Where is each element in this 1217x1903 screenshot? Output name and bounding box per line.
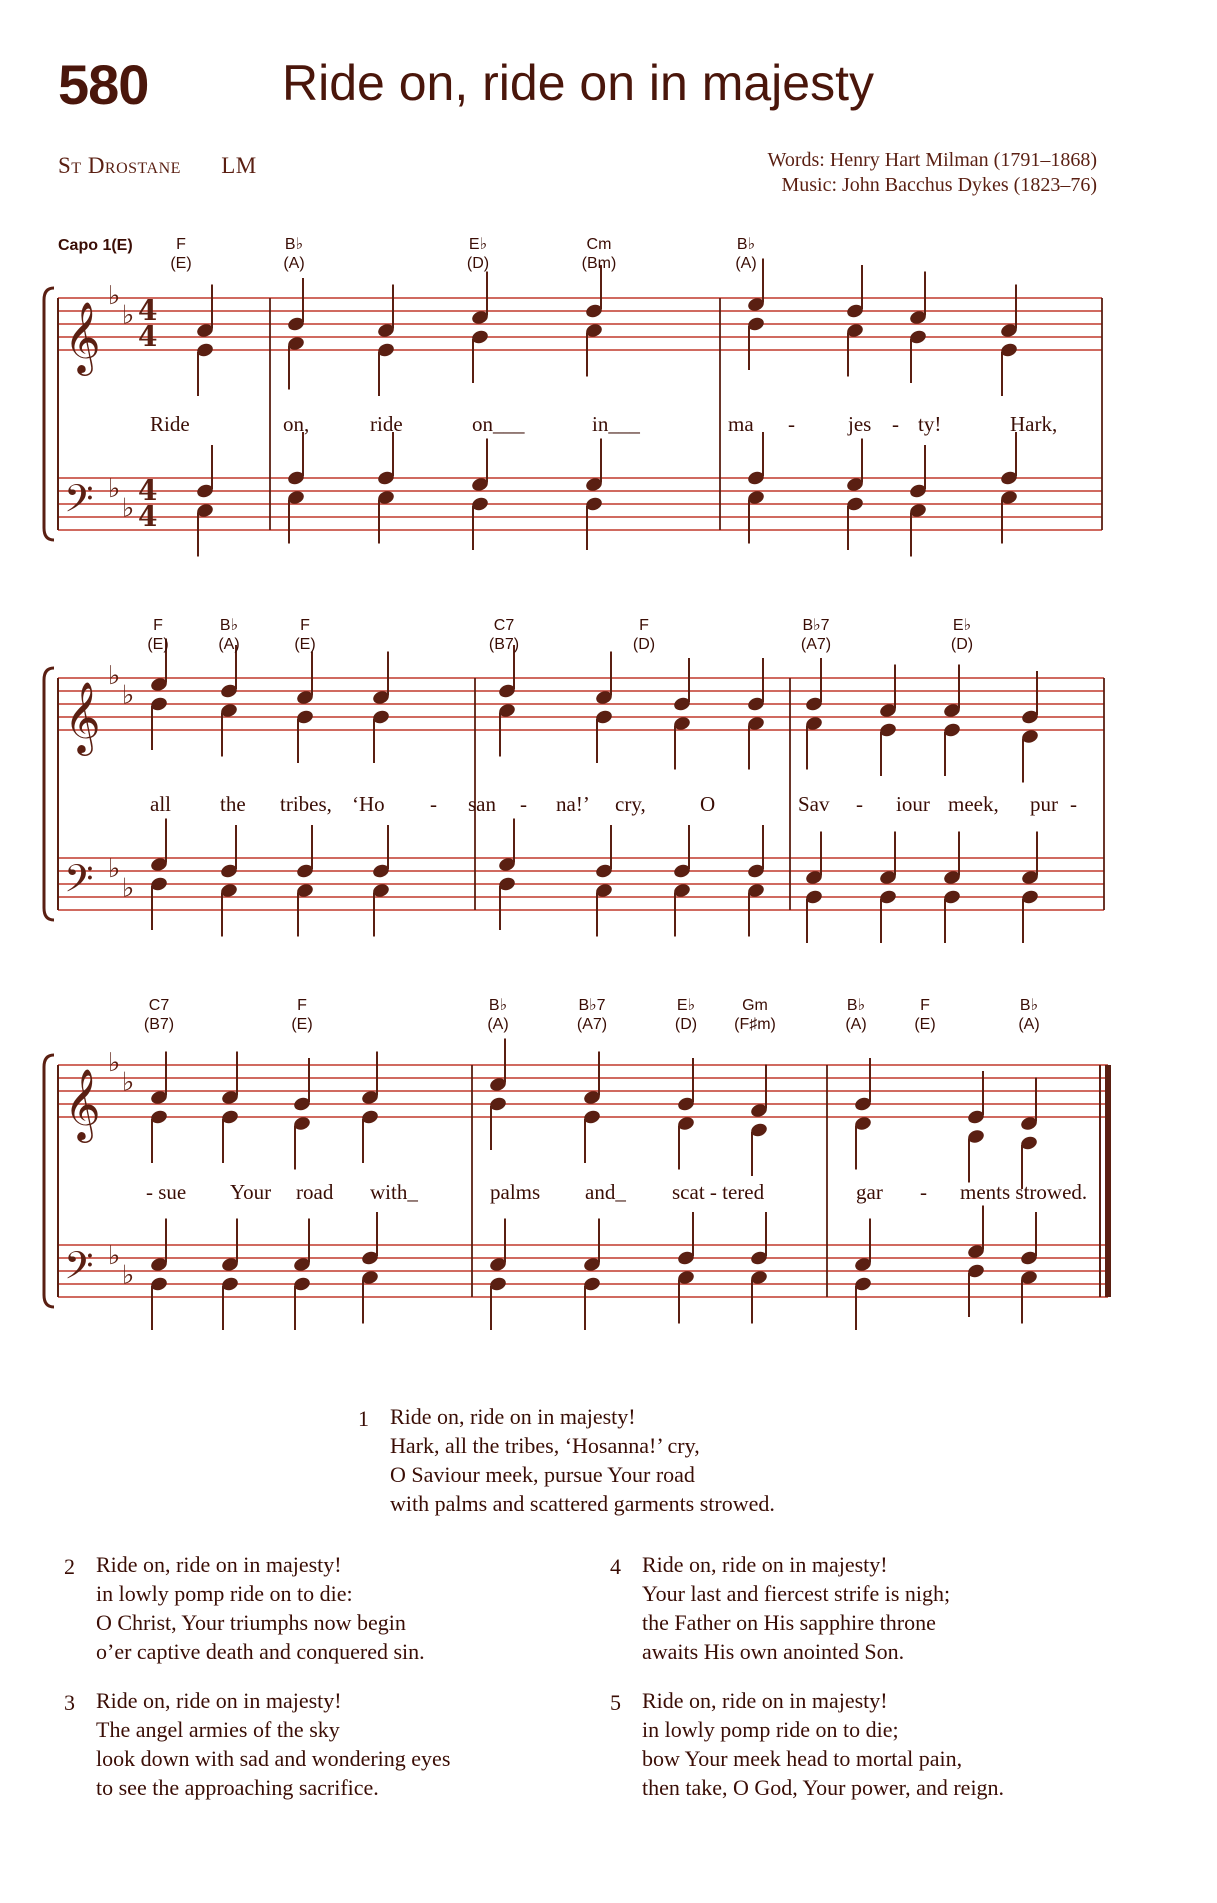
tune-name: St Drostane bbox=[58, 153, 181, 178]
capo-chord-name: (A) bbox=[1018, 1016, 1040, 1033]
chord-symbol bbox=[922, 616, 1002, 654]
tenor-note bbox=[376, 432, 395, 486]
capo-chord-name: (A) bbox=[218, 636, 240, 653]
chord-name: B♭ bbox=[736, 236, 756, 253]
chord-symbol bbox=[265, 616, 345, 654]
tenor-note bbox=[371, 825, 390, 879]
capo-chord-name: (D) bbox=[674, 1016, 698, 1033]
verse-line: in lowly pomp ride on to die; bbox=[642, 1717, 899, 1742]
verse-line: with palms and scattered garments strowed. bbox=[390, 1491, 775, 1516]
capo-chord-name: (E) bbox=[291, 1016, 313, 1033]
bass-staff bbox=[58, 1245, 1108, 1297]
tenor-note bbox=[999, 432, 1018, 486]
verse-5-number: 5 bbox=[610, 1690, 621, 1715]
chord-name: B♭7 bbox=[802, 617, 830, 634]
lyric-syllable: all bbox=[150, 792, 171, 816]
chord-symbol bbox=[189, 616, 269, 654]
chord-name: B♭ bbox=[846, 997, 866, 1014]
chord-name: F bbox=[639, 617, 649, 634]
tenor-note bbox=[746, 825, 765, 879]
bass-note bbox=[582, 1276, 601, 1330]
bass-note bbox=[878, 889, 897, 943]
alto-note bbox=[582, 1109, 601, 1163]
capo-chord-name: (B7) bbox=[488, 636, 520, 653]
chord-symbol bbox=[604, 616, 684, 654]
lyric-syllable: in___ bbox=[592, 412, 640, 436]
chord-symbol bbox=[119, 996, 199, 1034]
chord-name: E♭ bbox=[676, 997, 696, 1014]
lyric-syllable: - sue bbox=[146, 1180, 187, 1204]
system-bracket bbox=[44, 1055, 54, 1307]
tenor-note bbox=[360, 1212, 379, 1266]
lyric-syllable: Hark, bbox=[1010, 412, 1058, 436]
verse-line: o’er captive death and conquered sin. bbox=[96, 1639, 425, 1664]
chord-name: F bbox=[300, 617, 310, 634]
chord-symbol bbox=[816, 996, 896, 1034]
verse-line: Ride on, ride on in majesty! bbox=[96, 1552, 342, 1577]
lyric-syllable: - bbox=[430, 792, 437, 816]
soprano-note bbox=[845, 265, 864, 319]
capo-chord-name: (D) bbox=[950, 636, 974, 653]
capo-chord-name: (D) bbox=[632, 636, 656, 653]
chord-name: F bbox=[297, 997, 307, 1014]
alto-note bbox=[286, 335, 305, 389]
alto-note bbox=[149, 1109, 168, 1163]
alto-note bbox=[295, 709, 314, 763]
verse-line: awaits His own anointed Son. bbox=[642, 1639, 905, 1664]
lyric-syllable: - bbox=[920, 1180, 927, 1204]
lyric-syllable: - bbox=[856, 792, 863, 816]
bass-note bbox=[853, 1276, 872, 1330]
tenor-note bbox=[749, 1212, 768, 1266]
chord-name: Cm bbox=[586, 236, 612, 253]
alto-note bbox=[966, 1128, 985, 1182]
capo-chord-name: (E) bbox=[170, 255, 192, 272]
words-credit: Words: Henry Hart Milman (1791–1868) bbox=[767, 149, 1097, 171]
alto-note bbox=[749, 1122, 768, 1176]
chord-name: E♭ bbox=[468, 236, 488, 253]
chord-symbol bbox=[706, 235, 786, 273]
flat-icon: ♭ bbox=[108, 1241, 121, 1271]
chord-symbol bbox=[646, 996, 726, 1034]
soprano-note bbox=[676, 1058, 695, 1112]
bass-note bbox=[149, 1276, 168, 1330]
lyric-syllable: scat - tered bbox=[672, 1180, 765, 1204]
chord-symbol bbox=[141, 235, 221, 273]
verse-line: then take, O God, Your power, and reign. bbox=[642, 1775, 1005, 1800]
lyric-syllable: ride bbox=[370, 412, 403, 436]
verse-line: Your last and fiercest strife is nigh; bbox=[642, 1581, 951, 1606]
verse-line: Ride on, ride on in majesty! bbox=[390, 1404, 636, 1429]
lyric-syllable: jes bbox=[848, 412, 872, 436]
capo-chord-name: (A7) bbox=[800, 636, 832, 653]
alto-note bbox=[594, 709, 613, 763]
capo-chord-name: (A) bbox=[845, 1016, 867, 1033]
bass-note bbox=[149, 876, 168, 930]
bass-clef-icon: 𝄢 bbox=[64, 476, 94, 530]
bass-note bbox=[942, 889, 961, 943]
bass-clef-icon: 𝄢 bbox=[64, 1243, 94, 1297]
treble-clef-icon: 𝄞 bbox=[64, 1067, 101, 1140]
soprano-note bbox=[286, 278, 305, 332]
treble-clef-icon: 𝄞 bbox=[64, 680, 101, 753]
flat-icon: ♭ bbox=[122, 493, 135, 524]
lyric-syllable: ty! bbox=[918, 412, 942, 436]
verse-line: The angel armies of the sky bbox=[96, 1717, 340, 1742]
chord-symbol bbox=[254, 235, 334, 273]
bass-note bbox=[497, 876, 516, 930]
bass-note bbox=[292, 1276, 311, 1330]
verse-1-number: 1 bbox=[358, 1406, 369, 1431]
flat-icon: ♭ bbox=[108, 1048, 121, 1078]
alto-note bbox=[878, 722, 897, 776]
chord-symbol bbox=[885, 996, 965, 1034]
time-signature: 4 bbox=[138, 294, 158, 327]
alto-note bbox=[149, 696, 168, 750]
alto-note bbox=[470, 329, 489, 383]
chord-symbol bbox=[262, 996, 342, 1034]
chord-name: E♭ bbox=[952, 617, 972, 634]
chord-name: Gm bbox=[742, 997, 768, 1014]
capo-note: Capo 1(E) bbox=[58, 237, 133, 254]
alto-note bbox=[1020, 728, 1039, 782]
lyric-syllable: O bbox=[700, 792, 716, 816]
verse-2-number: 2 bbox=[64, 1554, 75, 1579]
lyric-syllable: gar bbox=[856, 1180, 883, 1204]
chord-symbol bbox=[776, 616, 856, 654]
chord-name: B♭ bbox=[488, 997, 508, 1014]
chord-name: B♭ bbox=[284, 236, 304, 253]
bass-note bbox=[804, 889, 823, 943]
chord-name: B♭7 bbox=[578, 997, 606, 1014]
system-bracket bbox=[44, 288, 54, 540]
soprano-note bbox=[853, 1058, 872, 1112]
tenor-note bbox=[497, 819, 516, 873]
lyric-syllable: on, bbox=[283, 412, 310, 436]
chord-symbol bbox=[464, 616, 544, 654]
bass-note bbox=[488, 1276, 507, 1330]
chord-name: F bbox=[920, 997, 930, 1014]
system-bracket bbox=[44, 668, 54, 920]
lyric-syllable: with_ bbox=[370, 1180, 418, 1204]
alto-note bbox=[746, 715, 765, 769]
verse-line: bow Your meek head to mortal pain, bbox=[642, 1746, 963, 1771]
chord-symbol bbox=[559, 235, 639, 273]
verse-line: in lowly pomp ride on to die: bbox=[96, 1581, 353, 1606]
flat-icon: ♭ bbox=[108, 854, 121, 884]
lyric-syllable: - bbox=[788, 412, 795, 436]
tenor-note bbox=[286, 432, 305, 486]
verse-line: to see the approaching sacrifice. bbox=[96, 1775, 379, 1800]
flat-icon: ♭ bbox=[108, 281, 121, 311]
bass-note bbox=[966, 1263, 985, 1317]
verse-line: the Father on His sapphire throne bbox=[642, 1610, 936, 1635]
capo-chord-name: (A7) bbox=[576, 1016, 608, 1033]
hymn-number: 580 bbox=[58, 53, 149, 116]
soprano-note bbox=[1020, 671, 1039, 725]
tenor-note bbox=[845, 439, 864, 493]
capo-chord-name: (Bm) bbox=[581, 255, 617, 272]
tenor-note bbox=[746, 432, 765, 486]
chord-symbol bbox=[715, 996, 795, 1034]
tenor-note bbox=[295, 825, 314, 879]
lyric-syllable: ma bbox=[728, 412, 754, 436]
verse-3 bbox=[96, 1686, 450, 1802]
soprano-note bbox=[804, 658, 823, 712]
chord-symbol bbox=[989, 996, 1069, 1034]
verse-5 bbox=[642, 1686, 1004, 1802]
alto-note bbox=[371, 709, 390, 763]
tenor-note bbox=[676, 1212, 695, 1266]
verse-3-number: 3 bbox=[64, 1690, 75, 1715]
alto-note bbox=[195, 342, 214, 396]
treble-staff bbox=[58, 1065, 1108, 1117]
lyric-syllable: Ride bbox=[150, 412, 190, 436]
capo-chord-name: (E) bbox=[147, 636, 169, 653]
tenor-note bbox=[149, 819, 168, 873]
capo-chord-name: (F♯m) bbox=[734, 1016, 776, 1033]
soprano-note bbox=[746, 658, 765, 712]
lyric-syllable: - bbox=[892, 412, 899, 436]
verse-line: Ride on, ride on in majesty! bbox=[96, 1688, 342, 1713]
verse-2 bbox=[96, 1550, 425, 1666]
tenor-note bbox=[584, 439, 603, 493]
alto-note bbox=[672, 715, 691, 769]
lyric-syllable: - bbox=[520, 792, 527, 816]
flat-icon: ♭ bbox=[122, 680, 135, 711]
tenor-note bbox=[672, 825, 691, 879]
verse-1 bbox=[390, 1402, 775, 1518]
alto-note bbox=[676, 1115, 695, 1169]
bass-staff bbox=[58, 478, 1102, 530]
capo-chord-name: (A) bbox=[283, 255, 305, 272]
alto-note bbox=[488, 1096, 507, 1150]
bass-clef-icon: 𝄢 bbox=[64, 856, 94, 910]
alto-note bbox=[999, 342, 1018, 396]
lyric-syllable: pur bbox=[1030, 792, 1058, 816]
soprano-note bbox=[292, 1058, 311, 1112]
verse-line: look down with sad and wondering eyes bbox=[96, 1746, 451, 1771]
time-signature: 4 bbox=[138, 474, 158, 507]
verse-4 bbox=[642, 1550, 950, 1666]
lyric-syllable: palms bbox=[490, 1180, 541, 1204]
capo-chord-name: (B7) bbox=[143, 1016, 175, 1033]
chord-name: F bbox=[153, 617, 163, 634]
tenor-note bbox=[966, 1206, 985, 1260]
lyric-syllable: ments strowed. bbox=[960, 1180, 1088, 1204]
lyric-syllable: and_ bbox=[585, 1180, 626, 1204]
bass-note bbox=[470, 496, 489, 550]
chord-name: B♭ bbox=[219, 617, 239, 634]
soprano-note bbox=[966, 1071, 985, 1125]
capo-chord-name: (D) bbox=[466, 255, 490, 272]
alto-note bbox=[746, 316, 765, 370]
flat-icon: ♭ bbox=[122, 1260, 135, 1291]
lyric-syllable: road bbox=[296, 1180, 334, 1204]
lyric-syllable: san bbox=[468, 792, 496, 816]
capo-chord-name: (A) bbox=[487, 1016, 509, 1033]
lyric-syllable: ‘Ho bbox=[352, 792, 385, 816]
chord-symbol bbox=[438, 235, 518, 273]
time-signature: 4 bbox=[138, 320, 158, 353]
verse-line: Ride on, ride on in majesty! bbox=[642, 1552, 888, 1577]
alto-note bbox=[804, 715, 823, 769]
lyric-syllable: na!’ bbox=[556, 792, 590, 816]
bass-note bbox=[1020, 889, 1039, 943]
treble-staff bbox=[58, 678, 1104, 730]
verse-line: Ride on, ride on in majesty! bbox=[642, 1688, 888, 1713]
alto-note bbox=[942, 722, 961, 776]
lyric-syllable: cry, bbox=[615, 792, 646, 816]
flat-icon: ♭ bbox=[108, 474, 121, 504]
flat-icon: ♭ bbox=[122, 873, 135, 904]
lyric-syllable: iour bbox=[896, 792, 930, 816]
alto-note bbox=[360, 1109, 379, 1163]
verse-line: O Christ, Your triumphs now begin bbox=[96, 1610, 406, 1635]
capo-chord-name: (E) bbox=[294, 636, 316, 653]
capo-chord-name: (A) bbox=[735, 255, 757, 272]
lyric-syllable: meek, bbox=[948, 792, 999, 816]
alto-note bbox=[908, 329, 927, 383]
lyric-syllable: - bbox=[1070, 792, 1077, 816]
tenor-note bbox=[219, 825, 238, 879]
verse-4-number: 4 bbox=[610, 1554, 621, 1579]
lyric-syllable: Your bbox=[230, 1180, 272, 1204]
alto-note bbox=[853, 1115, 872, 1169]
chord-name: F bbox=[176, 236, 186, 253]
flat-icon: ♭ bbox=[122, 1067, 135, 1098]
flat-icon: ♭ bbox=[122, 300, 135, 331]
lyric-syllable: on___ bbox=[472, 412, 525, 436]
capo-chord-name: (E) bbox=[914, 1016, 936, 1033]
final-barline bbox=[1105, 1065, 1111, 1297]
bass-note bbox=[584, 496, 603, 550]
lyric-syllable: Sav bbox=[798, 792, 830, 816]
soprano-note bbox=[672, 658, 691, 712]
chord-name: C7 bbox=[493, 617, 515, 634]
verse-line: O Saviour meek, pursue Your road bbox=[390, 1462, 695, 1487]
chord-symbol bbox=[458, 996, 538, 1034]
tenor-note bbox=[1019, 1212, 1038, 1266]
lyric-syllable: tribes, bbox=[280, 792, 332, 816]
chord-symbol bbox=[552, 996, 632, 1034]
tenor-note bbox=[195, 445, 214, 499]
verse-line: Hark, all the tribes, ‘Hosanna!’ cry, bbox=[390, 1433, 700, 1458]
bass-note bbox=[845, 496, 864, 550]
chord-name: C7 bbox=[148, 997, 170, 1014]
alto-note bbox=[376, 342, 395, 396]
lyric-syllable: the bbox=[220, 792, 246, 816]
flat-icon: ♭ bbox=[108, 661, 121, 691]
hymn-title: Ride on, ride on in majesty bbox=[282, 55, 874, 111]
meter: LM bbox=[221, 153, 257, 178]
tenor-note bbox=[594, 825, 613, 879]
bass-note bbox=[220, 1276, 239, 1330]
chord-symbol bbox=[118, 616, 198, 654]
tenor-note bbox=[470, 439, 489, 493]
treble-clef-icon: 𝄞 bbox=[64, 300, 101, 373]
treble-staff bbox=[58, 298, 1102, 350]
music-credit: Music: John Bacchus Dykes (1823–76) bbox=[781, 174, 1097, 196]
tenor-note bbox=[908, 445, 927, 499]
time-signature: 4 bbox=[138, 500, 158, 533]
alto-note bbox=[292, 1115, 311, 1169]
alto-note bbox=[220, 1109, 239, 1163]
soprano-note bbox=[584, 265, 603, 319]
chord-name: B♭ bbox=[1019, 997, 1039, 1014]
